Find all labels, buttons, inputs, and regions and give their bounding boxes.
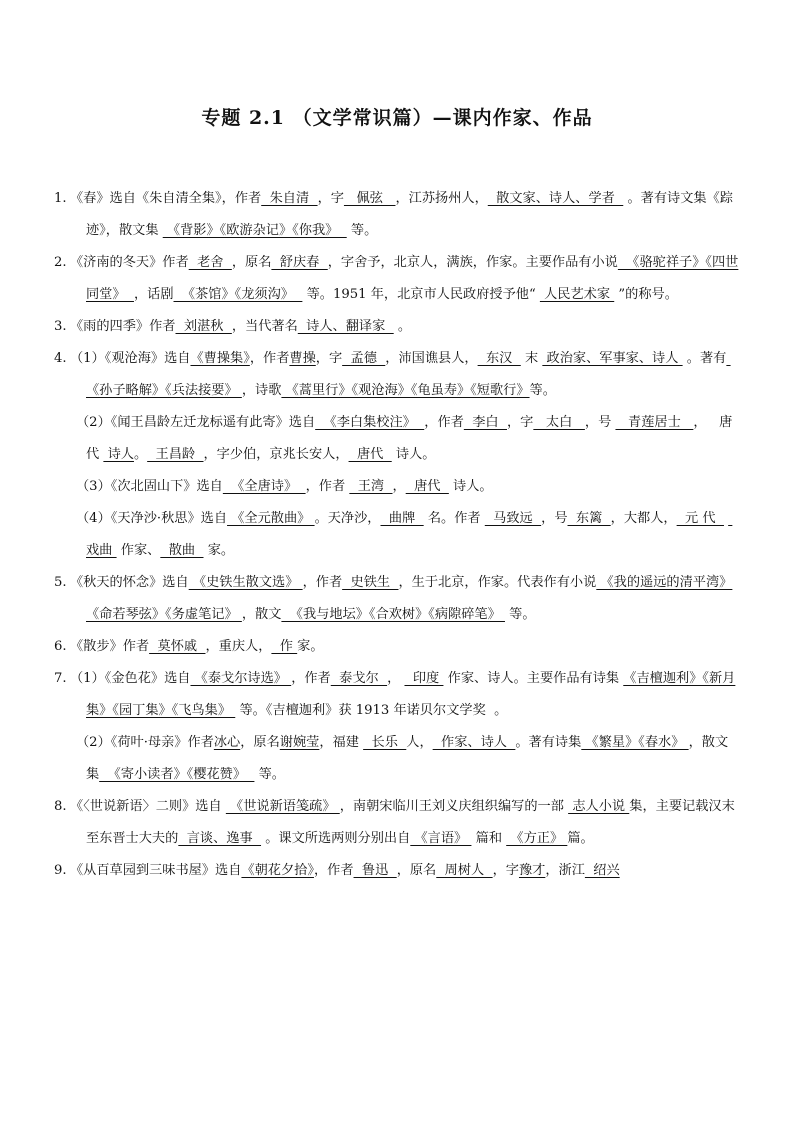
item-text: ，作者 bbox=[313, 863, 354, 878]
answer-fill: 东汉 bbox=[477, 351, 521, 366]
answer-fill: 孟德 bbox=[342, 351, 386, 366]
item-text: 《〈世说新语〉二则》选自 bbox=[70, 799, 226, 814]
item-text: ，福建 bbox=[319, 735, 364, 750]
answer-fill: 李白 bbox=[463, 415, 507, 430]
answer-fill: 曹操 bbox=[289, 351, 316, 366]
answer-fill: 志人小说 bbox=[568, 799, 630, 814]
question-item bbox=[70, 407, 740, 471]
answer-fill: 东篱 bbox=[567, 511, 611, 526]
answer-fill: 《李白集校注》 bbox=[315, 415, 425, 430]
item-text: ，字少伯，京兆长安人， bbox=[203, 447, 349, 462]
answer-fill: 舒庆春 bbox=[271, 255, 328, 270]
answer-fill: 《全元散曲》 bbox=[227, 511, 315, 526]
question-item bbox=[70, 503, 740, 567]
answer-fill: 刘湛秋 bbox=[175, 319, 232, 334]
item-text: 。天净沙， bbox=[314, 511, 381, 526]
item-text: ， bbox=[392, 479, 406, 494]
item-text: 诗人。 bbox=[448, 479, 493, 494]
item-text: ，散文集 bbox=[86, 735, 729, 782]
item-text: ， bbox=[387, 671, 405, 686]
item-text: ，大都人， bbox=[610, 511, 677, 526]
answer-fill: 老舍 bbox=[188, 255, 232, 270]
item-text: （3）《次北固山下》选自 bbox=[76, 479, 223, 494]
answer-fill: 《全唐诗》 bbox=[222, 479, 306, 494]
answer-fill: 《世说新语笺疏》 bbox=[225, 799, 340, 814]
question-item bbox=[70, 471, 740, 503]
item-text: 等。 bbox=[346, 223, 378, 238]
item-text: 。著有诗集 bbox=[515, 735, 582, 750]
item-text: ，字 bbox=[492, 863, 519, 878]
answer-fill: 史铁生 bbox=[342, 575, 399, 590]
item-text: ，字 bbox=[317, 191, 344, 206]
question-item: 9.《从百草园到三味书屋》选自《朝花夕拾》，作者 鲁迅 ，原名 周树人 ，字豫才，浙江 绍兴 bbox=[54, 863, 620, 878]
item-text: ”的称号。 bbox=[614, 287, 678, 302]
item-text: 《从百草园到三味书屋》选自 bbox=[70, 863, 242, 878]
item-text: ，生于北京，作家。代表作有小说 bbox=[398, 575, 597, 590]
item-text: ，字 bbox=[315, 351, 343, 366]
document-body bbox=[54, 183, 740, 887]
answer-fill: 周树人 bbox=[436, 863, 493, 878]
item-text: 。著有诗文集《踪迹》，散文集 bbox=[86, 191, 733, 238]
answer-fill: 太白 bbox=[533, 415, 585, 430]
item-text: （2）《闻王昌龄左迁龙标遥有此寄》选自 bbox=[76, 415, 316, 430]
answer-fill: 《繁星》《春水》 bbox=[581, 735, 689, 750]
answer-fill: 《言语》 bbox=[410, 831, 472, 846]
answer-fill: 绍兴 bbox=[584, 863, 620, 878]
item-text: ，号 bbox=[541, 511, 568, 526]
question-item: 3.《雨的四季》作者 刘湛秋 ，当代著名 诗人、翻译家 。 bbox=[54, 319, 412, 334]
item-text: 等。《吉檀迦利》获 1913 年诺贝尔文学奖 。 bbox=[235, 703, 508, 718]
question-item: 5.《秋天的怀念》选自 《史铁生散文选》 ，作者 史铁生 ，生于北京，作家。代表作有小说 《我的遥远的清平湾》《命若琴弦》《务虚笔记》 ，散文 《我与地坛》《合欢树》《病隙碎笔》 等。 bbox=[54, 575, 733, 622]
item-text: 家。 bbox=[203, 543, 235, 558]
answer-fill: 佩弦 bbox=[343, 191, 396, 206]
answer-fill: 作家、诗人 bbox=[432, 735, 516, 750]
answer-fill: 散曲 bbox=[160, 543, 204, 558]
answer-fill: 散文家、诗人、学者 bbox=[487, 191, 624, 206]
question-item bbox=[70, 727, 740, 791]
item-text: 等。 bbox=[254, 767, 285, 782]
question-item: 1.《春》选自《朱自清全集》，作者 朱自清 ，字 佩弦 ，江苏扬州人， 散文家、诗人、学者 。著有诗文集《踪迹》，散文集 《背影》《欧游杂记》《你我》 等。 bbox=[54, 191, 733, 238]
item-text: 末 bbox=[520, 351, 543, 366]
answer-fill: 戏曲 bbox=[86, 511, 733, 558]
answer-fill: 朱自清 bbox=[261, 191, 318, 206]
answer-fill: 冰心 bbox=[213, 735, 241, 750]
item-text: 家。 bbox=[297, 639, 324, 654]
item-text: 集，主要记载汉末至东晋士大夫的 bbox=[86, 799, 735, 846]
answer-fill: 政治家、军事家、诗人 bbox=[542, 351, 683, 366]
item-text: 作家、诗人。主要作品有诗集 bbox=[443, 671, 624, 686]
item-text: ，原名 bbox=[231, 255, 272, 270]
item-text: ，话剧 bbox=[133, 287, 174, 302]
answer-fill: 《茶馆》《龙须沟》 bbox=[173, 287, 303, 302]
answer-fill: 鲁迅 bbox=[353, 863, 397, 878]
item-text: 。 bbox=[133, 447, 148, 462]
item-text: ，作者 bbox=[305, 479, 350, 494]
item-text: 《散步》作者 bbox=[70, 639, 150, 654]
item-text: 。著有 bbox=[682, 351, 727, 366]
item-text: 等。1951 年，北京市人民政府授予他“ bbox=[302, 287, 540, 302]
question-item: 8.《〈世说新语〉二则》选自 《世说新语笺疏》 ，南朝宋临川王刘义庆组织编写的一部 志人小说 集，主要记载汉末至东晋士大夫的 言谈、逸事 。课文所选两则分别出自 《言语》 篇和 《方正》 篇。 bbox=[54, 799, 735, 846]
item-text: ，散文 bbox=[241, 607, 282, 622]
answer-fill: 王湾 bbox=[349, 479, 393, 494]
answer-fill: 人民艺术家 bbox=[539, 287, 615, 302]
item-text: ，作者 bbox=[291, 671, 331, 686]
item-text: （1）《观沧海》选自 bbox=[70, 351, 191, 366]
answer-fill: 马致远 bbox=[484, 511, 542, 526]
question-item: 7.（1）《金色花》选自 《泰戈尔诗选》 ，作者 泰戈尔 ， 印度 作家、诗人。主要作品有诗集 《吉檀迦利》《新月集》《园丁集》《飞鸟集》 等。《吉檀迦利》获 1913 年诺贝尔文学奖 。 bbox=[54, 671, 736, 718]
answer-fill: 《孙子略解》《兵法接要》 bbox=[86, 351, 731, 398]
answer-fill: 青莲居士 bbox=[615, 415, 694, 430]
item-text: 人， bbox=[406, 735, 433, 750]
answer-fill: 唐代 bbox=[405, 479, 449, 494]
item-text: ，作者 bbox=[424, 415, 464, 430]
item-text: ，浙江 bbox=[545, 863, 585, 878]
answer-fill: 《蒿里行》《观沧海》《龟虽寿》《短歌行》 bbox=[281, 383, 530, 398]
item-text: 《雨的四季》作者 bbox=[70, 319, 176, 334]
answer-fill: 《吉檀迦利》《新月集》《园丁集》《飞鸟集》 bbox=[86, 671, 736, 718]
item-text: 。 bbox=[393, 319, 412, 334]
answer-fill: 元 代 bbox=[676, 511, 724, 526]
answer-fill: 《史铁生散文选》 bbox=[188, 575, 303, 590]
answer-fill: 《骆驼祥子》《四世同堂》 bbox=[86, 255, 739, 302]
item-text: ，字 bbox=[506, 415, 534, 430]
item-text: ，作者 bbox=[249, 351, 290, 366]
answer-fill: 言谈、逸事 bbox=[178, 831, 262, 846]
item-text: （1）《金色花》选自 bbox=[70, 671, 191, 686]
question-item: 4.（1）《观沧海》选自《曹操集》，作者曹操，字 孟德 ，沛国谯县人， 东汉 末 政治家、军事家、诗人 。著有 《孙子略解》《兵法接要》 ，诗歌 《蒿里行》《观沧海》《龟虽寿》《短歌行》等。 bbox=[54, 351, 731, 398]
item-text: 等。 bbox=[504, 607, 536, 622]
item-text: 篇。 bbox=[567, 831, 594, 846]
answer-fill: 《泰戈尔诗选》 bbox=[190, 671, 292, 686]
question-item: 6.《散步》作者 莫怀戚 ，重庆人， 作 家。 bbox=[54, 639, 324, 654]
item-text: 《春》选自《朱自清全集》，作者 bbox=[70, 191, 262, 206]
answer-fill: 《我的遥远的清平湾》《命若琴弦》《务虚笔记》 bbox=[86, 575, 733, 622]
answer-fill: 《我与地坛》《合欢树》《病隙碎笔》 bbox=[281, 607, 505, 622]
item-text: 诗人。 bbox=[391, 447, 436, 462]
answer-fill: 《背影》《欧游杂记》《你我》 bbox=[162, 223, 347, 238]
item-text: （4）《天净沙·秋思》选自 bbox=[76, 511, 228, 526]
item-text: 作家、 bbox=[116, 543, 161, 558]
answer-fill: 诗人、翻译家 bbox=[297, 319, 394, 334]
answer-fill: 泰戈尔 bbox=[330, 671, 388, 686]
item-text: ，字舍予，北京人，满族，作家。主要作品有小说 bbox=[327, 255, 618, 270]
item-text: ，号 bbox=[584, 415, 616, 430]
item-text: （2）《荷叶·母亲》作者 bbox=[76, 735, 214, 750]
item-text: 《秋天的怀念》选自 bbox=[70, 575, 189, 590]
answer-fill: 唐代 bbox=[348, 447, 392, 462]
item-text: ，当代著名 bbox=[231, 319, 298, 334]
answer-fill: 《朝花夕拾》 bbox=[241, 863, 314, 878]
item-text: 。课文所选两则分别出自 bbox=[261, 831, 411, 846]
answer-fill: 曲牌 bbox=[380, 511, 424, 526]
item-text: ，沛国谯县人， bbox=[385, 351, 478, 366]
item-text: ，重庆人， bbox=[205, 639, 272, 654]
answer-fill: 作 bbox=[271, 639, 298, 654]
item-text: ，诗歌 bbox=[241, 383, 282, 398]
item-text: 篇和 bbox=[471, 831, 507, 846]
answer-fill: 王昌龄 bbox=[147, 447, 204, 462]
answer-fill: 《方正》 bbox=[506, 831, 568, 846]
item-text: ，江苏扬州人， bbox=[395, 191, 488, 206]
item-text: ，原名 bbox=[396, 863, 437, 878]
answer-fill: 印度 bbox=[404, 671, 444, 686]
question-item: 2.《济南的冬天》作者 老舍 ，原名 舒庆春 ，字舍予，北京人，满族，作家。主要作品有小说 《骆驼祥子》《四世同堂》 ，话剧 《茶馆》《龙须沟》 等。1951 年，北京市人民政府授予他“ 人民艺术家 ”的称号。 bbox=[54, 255, 739, 302]
item-text: 名。作者 bbox=[423, 511, 485, 526]
answer-fill: 长乐 bbox=[363, 735, 407, 750]
answer-fill: 豫才 bbox=[518, 863, 546, 878]
item-text: 《济南的冬天》作者 bbox=[70, 255, 189, 270]
answer-fill: 《曹操集》 bbox=[190, 351, 250, 366]
page-title: 专题 2.1 （文学常识篇）—课内作家、作品 bbox=[201, 107, 593, 129]
item-text: ，原名 bbox=[240, 735, 280, 750]
answer-fill: 诗人 bbox=[103, 447, 134, 462]
item-text: ， 唐代 bbox=[86, 415, 733, 462]
answer-fill: 莫怀戚 bbox=[149, 639, 206, 654]
item-text: ，作者 bbox=[302, 575, 343, 590]
answer-fill: 谢婉莹 bbox=[279, 735, 320, 750]
answer-fill: 《寄小读者》《樱花赞》 bbox=[99, 767, 255, 782]
item-text: 等。 bbox=[529, 383, 556, 398]
item-text: ，南朝宋临川王刘义庆组织编写的一部 bbox=[339, 799, 569, 814]
